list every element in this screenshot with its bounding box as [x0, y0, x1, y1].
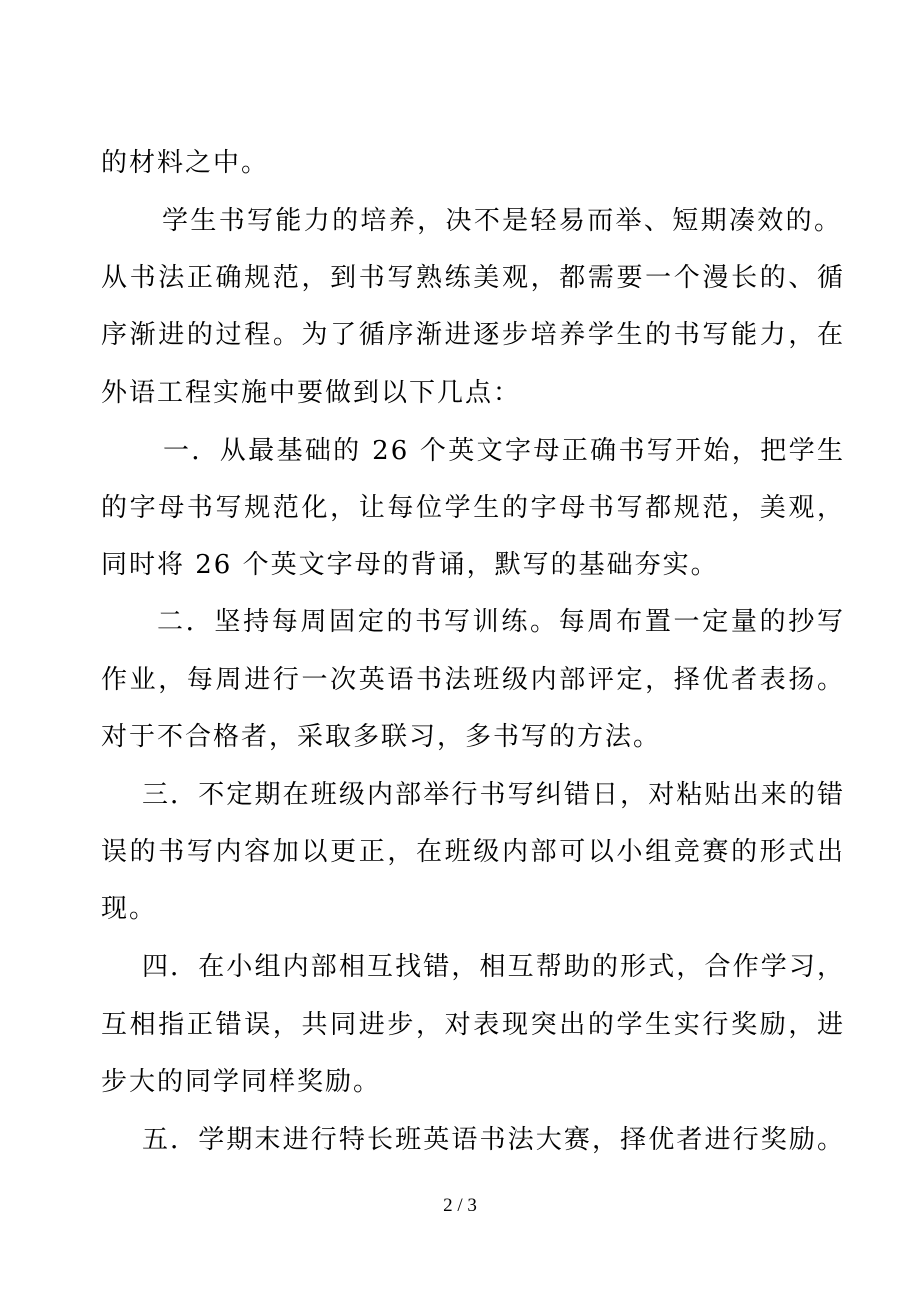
text-line: 序渐进的过程。为了循序渐进逐步培养学生的书写能力，在 — [101, 320, 845, 350]
text-line: 现。 — [101, 894, 158, 924]
text-line: 的字母书写规范化，让每位学生的字母书写都规范，美观， — [101, 493, 845, 523]
text-line: 的材料之中。 — [101, 148, 270, 178]
text-line: 步大的同学同样奖励。 — [101, 1067, 382, 1097]
text-line: 对于不合格者，采取多联习，多书写的方法。 — [101, 722, 662, 752]
text-line: 同时将 26 个英文字母的背诵，默写的基础夯实。 — [101, 550, 719, 580]
page-number: 2 / 3 — [443, 1195, 477, 1216]
text-line: 从书法正确规范，到书写熟练美观，都需要一个漫长的、循 — [101, 263, 845, 293]
text-line: 作业，每周进行一次英语书法班级内部评定，择优者表扬。 — [101, 665, 845, 695]
text-line: 互相指正错误，共同进步，对表现突出的学生实行奖励，进 — [101, 1010, 845, 1040]
text-line: 外语工程实施中要做到以下几点： — [101, 378, 522, 408]
list-item-2-first-line: 二．坚持每周固定的书写训练。每周布置一定量的抄写 — [157, 607, 845, 637]
list-item-5-line: 五．学期末进行特长班英语书法大赛，择优者进行奖励。 — [142, 1125, 845, 1155]
paragraph-first-line: 学生书写能力的培养，决不是轻易而举、短期凑效的。 — [162, 206, 842, 236]
text-line: 误的书写内容加以更正，在班级内部可以小组竞赛的形式出 — [101, 837, 845, 867]
list-item-1-first-line: 一．从最基础的 26 个英文字母正确书写开始，把学生 — [163, 436, 845, 466]
list-item-4-first-line: 四．在小组内部相互找错，相互帮助的形式，合作学习， — [142, 952, 845, 982]
list-item-3-first-line: 三．不定期在班级内部举行书写纠错日，对粘贴出来的错 — [142, 780, 845, 810]
